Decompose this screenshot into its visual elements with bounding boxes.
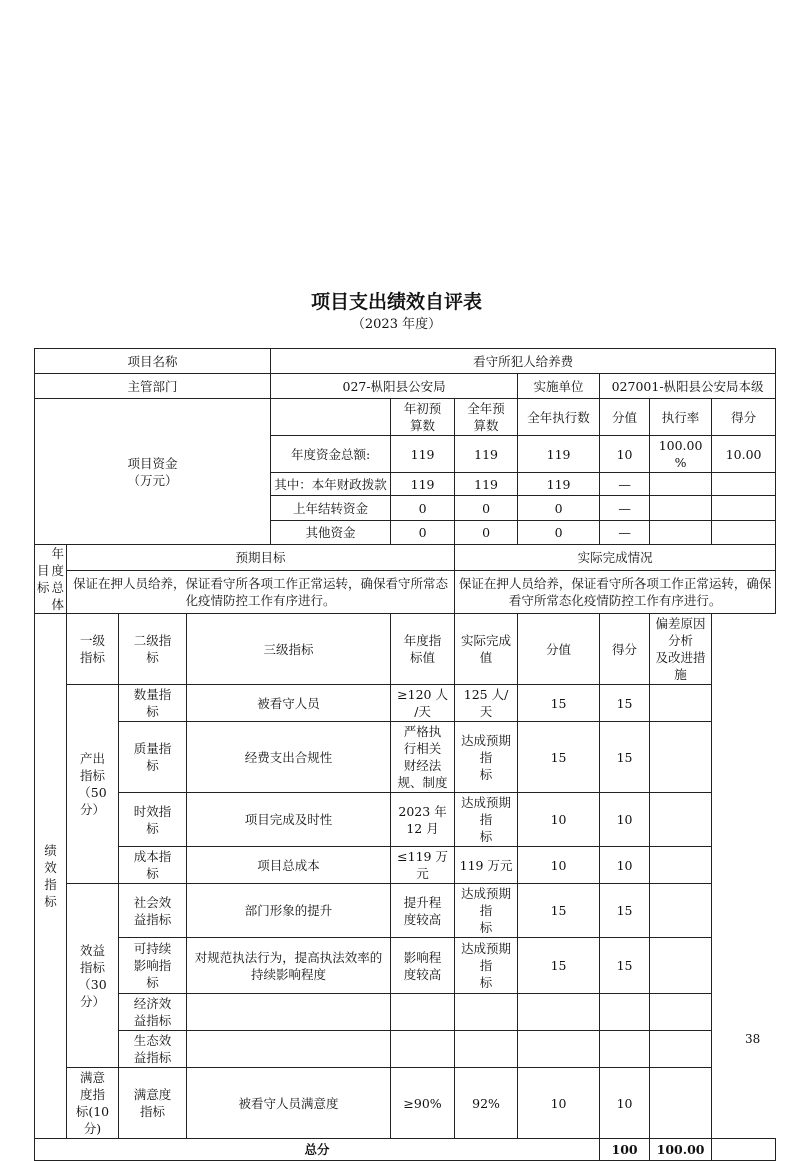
funds-cell-score_value: 10 bbox=[600, 436, 650, 473]
funds-cell-initial: 0 bbox=[391, 521, 455, 545]
indicator-target bbox=[391, 994, 455, 1031]
funds-header: 全年预 算数 bbox=[455, 399, 518, 436]
indicator-note bbox=[650, 1031, 712, 1068]
total-note bbox=[712, 1139, 776, 1161]
indicator-header-actual: 实际完成值 bbox=[455, 614, 518, 685]
indicator-actual: 119 万元 bbox=[455, 847, 518, 884]
indicator-target: 严格执 行相关 财经法 规、制度 bbox=[391, 722, 455, 793]
funds-header: 执行率 bbox=[650, 399, 712, 436]
funds-header: 年初预 算数 bbox=[391, 399, 455, 436]
funds-cell-score bbox=[712, 496, 776, 521]
indicator-target: 影响程 度较高 bbox=[391, 938, 455, 994]
indicator-level1: 满意 度指 标(10 分) bbox=[67, 1068, 119, 1139]
indicator-actual: 达成预期指 标 bbox=[455, 884, 518, 938]
indicator-level1: 产出 指标 （50 分） bbox=[67, 685, 119, 884]
indicator-target bbox=[391, 1031, 455, 1068]
indicator-level3: 项目完成及时性 bbox=[187, 793, 391, 847]
indicator-score: 10 bbox=[600, 847, 650, 884]
indicator-level2: 质量指 标 bbox=[119, 722, 187, 793]
page-title: 项目支出绩效自评表 bbox=[310, 291, 482, 313]
indicator-actual: 92% bbox=[455, 1068, 518, 1139]
indicator-level3 bbox=[187, 994, 391, 1031]
funds-label: 项目资金 （万元） bbox=[35, 399, 271, 545]
indicator-header-score: 得分 bbox=[600, 614, 650, 685]
funds-cell-executed: 119 bbox=[518, 436, 600, 473]
indicator-note bbox=[650, 722, 712, 793]
dept-value: 027-枞阳县公安局 bbox=[271, 374, 518, 399]
indicator-header-target: 年度指 标值 bbox=[391, 614, 455, 685]
indicator-level2: 满意度 指标 bbox=[119, 1068, 187, 1139]
indicator-value: 15 bbox=[518, 722, 600, 793]
goals-actual-text: 保证在押人员给养，保证看守所各项工作正常运转，确保看守所常态化疫情防控工作有序进行。 bbox=[455, 570, 776, 613]
funds-cell-executed: 119 bbox=[518, 473, 600, 496]
page-subtitle: （2023 年度） bbox=[351, 317, 442, 332]
indicator-score: 10 bbox=[600, 793, 650, 847]
indicator-note bbox=[650, 938, 712, 994]
indicator-actual bbox=[455, 1031, 518, 1068]
indicator-level3: 被看守人员满意度 bbox=[187, 1068, 391, 1139]
indicator-header-level2: 二级指 标 bbox=[119, 614, 187, 685]
indicator-target: ≤119 万 元 bbox=[391, 847, 455, 884]
goals-label-side: 目 标 bbox=[36, 563, 50, 595]
indicator-value bbox=[518, 1031, 600, 1068]
funds-header: 得分 bbox=[712, 399, 776, 436]
funds-cell-annual: 119 bbox=[455, 473, 518, 496]
indicator-level2: 时效指 标 bbox=[119, 793, 187, 847]
indicator-level2: 数量指 标 bbox=[119, 685, 187, 722]
indicator-value: 15 bbox=[518, 884, 600, 938]
indicator-score: 15 bbox=[600, 685, 650, 722]
funds-row-label: 其他资金 bbox=[271, 521, 391, 545]
indicators-section-label: 绩 效 指 标 bbox=[35, 614, 67, 1139]
funds-cell-initial: 119 bbox=[391, 436, 455, 473]
funds-cell-rate: 100.00 % bbox=[650, 436, 712, 473]
indicator-note bbox=[650, 793, 712, 847]
indicator-value: 15 bbox=[518, 685, 600, 722]
indicator-level3: 对规范执法行为，提高执法效率的持续影响程度 bbox=[187, 938, 391, 994]
indicator-score bbox=[600, 994, 650, 1031]
indicator-actual: 125 人/天 bbox=[455, 685, 518, 722]
indicator-score: 15 bbox=[600, 722, 650, 793]
page-number: 38 bbox=[745, 1032, 761, 1046]
indicator-header-level1: 一级 指标 bbox=[67, 614, 119, 685]
funds-row-label: 其中：本年财政拨款 bbox=[271, 473, 391, 496]
goals-actual-header: 实际完成情况 bbox=[455, 545, 776, 571]
indicator-actual bbox=[455, 994, 518, 1031]
indicator-level1: 效益 指标 （30 分） bbox=[67, 884, 119, 1068]
funds-header: 全年执行数 bbox=[518, 399, 600, 436]
funds-header: 分值 bbox=[600, 399, 650, 436]
indicator-header-note: 偏差原因分析 及改进措施 bbox=[650, 614, 712, 685]
indicator-score: 15 bbox=[600, 938, 650, 994]
indicator-note bbox=[650, 847, 712, 884]
total-value: 100 bbox=[600, 1139, 650, 1161]
funds-cell-annual: 0 bbox=[455, 496, 518, 521]
funds-cell-score_value: — bbox=[600, 473, 650, 496]
funds-cell-initial: 119 bbox=[391, 473, 455, 496]
funds-cell-annual: 119 bbox=[455, 436, 518, 473]
indicator-target: ≥120 人 /天 bbox=[391, 685, 455, 722]
indicator-value: 10 bbox=[518, 1068, 600, 1139]
total-score: 100.00 bbox=[650, 1139, 712, 1161]
indicator-score bbox=[600, 1031, 650, 1068]
indicator-level3: 经费支出合规性 bbox=[187, 722, 391, 793]
funds-cell-score_value: — bbox=[600, 496, 650, 521]
indicator-level2: 经济效 益指标 bbox=[119, 994, 187, 1031]
funds-cell-annual: 0 bbox=[455, 521, 518, 545]
indicator-level2: 社会效 益指标 bbox=[119, 884, 187, 938]
indicator-level3: 部门形象的提升 bbox=[187, 884, 391, 938]
indicator-note bbox=[650, 685, 712, 722]
funds-cell-initial: 0 bbox=[391, 496, 455, 521]
funds-cell-score_value: — bbox=[600, 521, 650, 545]
indicator-value: 10 bbox=[518, 793, 600, 847]
indicator-target: 2023 年 12 月 bbox=[391, 793, 455, 847]
indicator-level2: 可持续 影响指 标 bbox=[119, 938, 187, 994]
indicator-level2: 生态效 益指标 bbox=[119, 1031, 187, 1068]
funds-cell-score bbox=[712, 521, 776, 545]
funds-cell-executed: 0 bbox=[518, 521, 600, 545]
unit-value: 027001-枞阳县公安局本级 bbox=[600, 374, 776, 399]
indicator-actual: 达成预期指 标 bbox=[455, 722, 518, 793]
goals-expected-header: 预期目标 bbox=[67, 545, 455, 571]
indicator-score: 10 bbox=[600, 1068, 650, 1139]
indicator-value: 15 bbox=[518, 938, 600, 994]
indicator-header-level3: 三级指标 bbox=[187, 614, 391, 685]
performance-table bbox=[34, 348, 776, 1161]
indicator-level3: 被看守人员 bbox=[187, 685, 391, 722]
indicator-value bbox=[518, 994, 600, 1031]
indicator-note bbox=[650, 884, 712, 938]
funds-cell-rate bbox=[650, 496, 712, 521]
project-name-value: 看守所犯人给养费 bbox=[271, 349, 776, 374]
dept-label: 主管部门 bbox=[35, 374, 271, 399]
funds-cell-rate bbox=[650, 473, 712, 496]
funds-cell-rate bbox=[650, 521, 712, 545]
indicator-note bbox=[650, 994, 712, 1031]
funds-header-blank bbox=[271, 399, 391, 436]
indicator-header-value: 分值 bbox=[518, 614, 600, 685]
funds-row-label: 年度资金总额: bbox=[271, 436, 391, 473]
indicator-level2: 成本指 标 bbox=[119, 847, 187, 884]
unit-label: 实施单位 bbox=[518, 374, 600, 399]
indicator-score: 15 bbox=[600, 884, 650, 938]
funds-cell-score: 10.00 bbox=[712, 436, 776, 473]
indicator-note bbox=[650, 1068, 712, 1139]
funds-cell-score bbox=[712, 473, 776, 496]
indicator-target: ≥90% bbox=[391, 1068, 455, 1139]
indicator-level3 bbox=[187, 1031, 391, 1068]
indicator-actual: 达成预期指 标 bbox=[455, 793, 518, 847]
indicator-target: 提升程 度较高 bbox=[391, 884, 455, 938]
funds-cell-executed: 0 bbox=[518, 496, 600, 521]
indicator-level3: 项目总成本 bbox=[187, 847, 391, 884]
goals-label-main: 年 度 总 体 bbox=[51, 546, 65, 612]
project-name-label: 项目名称 bbox=[35, 349, 271, 374]
goals-expected-text: 保证在押人员给养，保证看守所各项工作正常运转，确保看守所常态化疫情防控工作有序进行。 bbox=[67, 570, 455, 613]
indicator-value: 10 bbox=[518, 847, 600, 884]
goals-label bbox=[35, 545, 67, 614]
total-label: 总分 bbox=[35, 1139, 600, 1161]
funds-row-label: 上年结转资金 bbox=[271, 496, 391, 521]
indicator-actual: 达成预期指 标 bbox=[455, 938, 518, 994]
